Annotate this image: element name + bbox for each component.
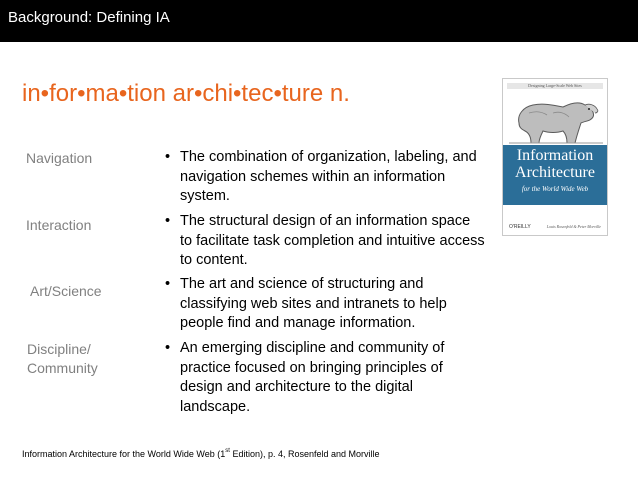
term-interaction: Interaction bbox=[26, 217, 92, 233]
citation-text: Information Architecture for the World Wide Web (1 bbox=[22, 449, 226, 459]
title-bar bbox=[0, 0, 638, 42]
term-art-science: Art/Science bbox=[30, 283, 102, 299]
polar-bear-icon bbox=[509, 93, 603, 145]
book-cover bbox=[502, 78, 608, 236]
citation-superscript: st bbox=[225, 448, 230, 454]
citation bbox=[22, 449, 380, 459]
definition-text: An emerging discipline and community of practice focused on bringing principles of design and architecture to the digital landscape. bbox=[180, 340, 445, 415]
definition-text: The art and science of structuring and classifying web sites and intranets to help people find and manage information. bbox=[180, 276, 447, 331]
cover-subtitle: for the World Wide Web bbox=[521, 185, 589, 193]
bullet: • bbox=[165, 276, 171, 292]
definition-discipline bbox=[165, 339, 485, 417]
cover-title-line2: Architecture bbox=[515, 164, 595, 181]
definition-art-science bbox=[165, 275, 485, 334]
bullet: • bbox=[165, 213, 171, 229]
bullet: • bbox=[165, 340, 171, 356]
citation-text-end: Edition), p. 4, Rosenfeld and Morville bbox=[229, 449, 380, 459]
definition-interaction bbox=[165, 212, 485, 271]
definition-text: The structural design of an information space to facilitate task completion and intuitive access to content. bbox=[180, 213, 485, 268]
cover-publisher: O'REILLY bbox=[509, 224, 531, 230]
term-line: Discipline/ bbox=[27, 341, 91, 357]
page-heading: in•for•ma•tion ar•chi•tec•ture n. bbox=[22, 80, 350, 107]
term-navigation: Navigation bbox=[26, 150, 93, 166]
term-line: Community bbox=[27, 360, 98, 376]
cover-authors: Louis Rosenfeld & Peter Morville bbox=[546, 224, 601, 229]
definition-text: The combination of organization, labeling, and navigation schemes within an information system. bbox=[180, 149, 477, 204]
cover-series: Designing Large-Scale Web Sites bbox=[528, 83, 582, 88]
term-discipline-community bbox=[27, 340, 98, 378]
bullet: • bbox=[165, 149, 171, 165]
definition-navigation bbox=[165, 148, 485, 207]
cover-title-line1: Information bbox=[516, 147, 594, 164]
slide-title: Background: Defining IA bbox=[8, 9, 170, 26]
